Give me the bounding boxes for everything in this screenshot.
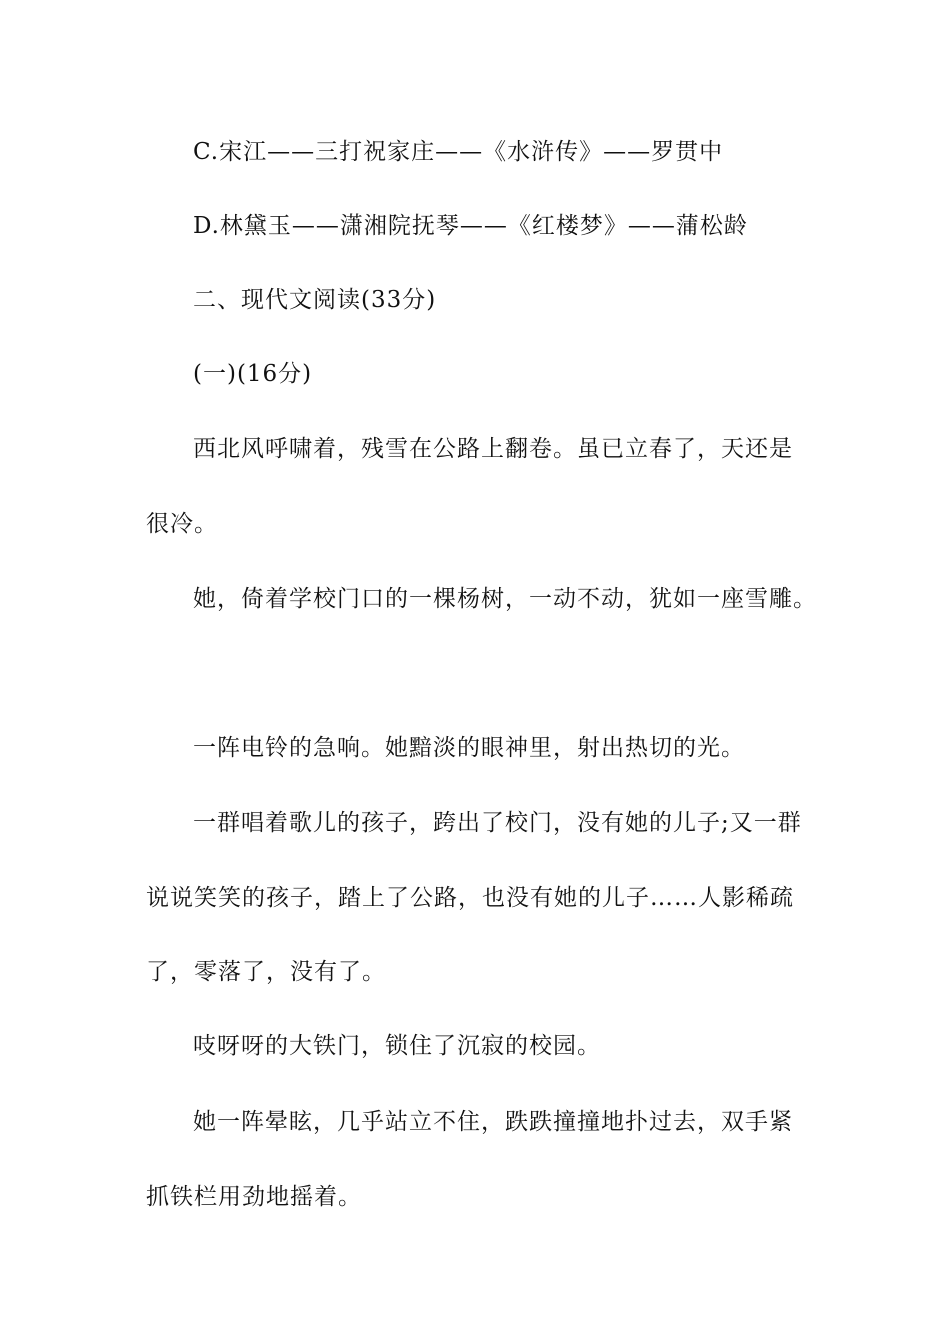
paragraph-line: 一群唱着歌儿的孩子，跨出了校门，没有她的儿子;又一群: [193, 810, 802, 836]
paragraph-line: 了，零落了，没有了。: [146, 959, 386, 985]
paragraph-line: 她一阵晕眩，几乎站立不住，跌跌撞撞地扑过去，双手紧: [193, 1109, 793, 1135]
paragraph-line: 吱呀呀的大铁门，锁住了沉寂的校园。: [193, 1033, 601, 1059]
paragraph-line: 西北风呼啸着，残雪在公路上翻卷。虽已立春了，天还是: [193, 436, 793, 462]
paragraph-line: 说说笑笑的孩子，踏上了公路，也没有她的儿子……人影稀疏: [146, 885, 794, 911]
paragraph-line: 很冷。: [146, 511, 218, 537]
paragraph-line: 一阵电铃的急响。她黯淡的眼神里，射出热切的光。: [193, 735, 745, 761]
section-heading: 二、现代文阅读(33分): [193, 287, 437, 313]
option-c-line: C.宋江——三打祝家庄——《水浒传》——罗贯中: [193, 139, 724, 165]
subsection-heading: (一)(16分): [193, 361, 313, 387]
paragraph-line: 抓铁栏用劲地摇着。: [146, 1184, 362, 1210]
paragraph-line: 她，倚着学校门口的一棵杨树，一动不动，犹如一座雪雕。: [193, 586, 817, 612]
option-d-line: D.林黛玉——潇湘院抚琴——《红楼梦》——蒲松龄: [193, 213, 748, 239]
